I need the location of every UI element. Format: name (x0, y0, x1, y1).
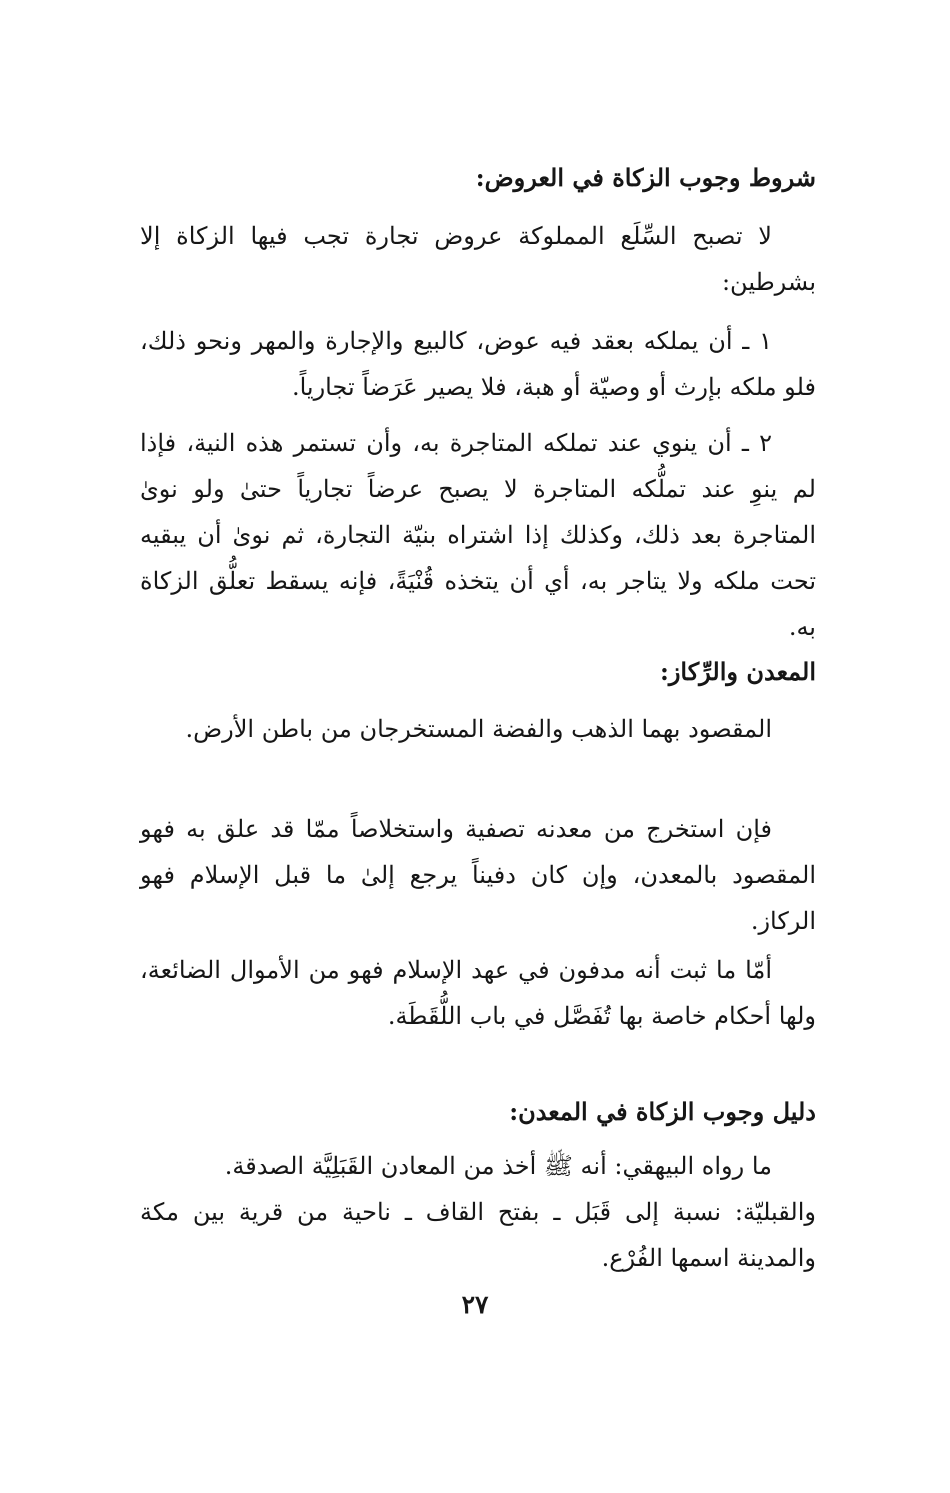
paragraph-minerals-distinction: فإن استخرج من معدنه تصفية واستخلاصاً ممّا قد علق به فهو المقصود بالمعدن، وإن كان دفيناً يرجع إلىٰ ما قبل الإسلام فهو الركاز. (140, 815, 816, 935)
section-heading-minerals: المعدن والرِّكاز: (659, 657, 816, 686)
section-heading-trade-goods: شروط وجوب الزكاة في العروض: (475, 163, 816, 192)
paragraph-qabaliyya-note: والقبليّة: نسبة إلى قَبَل ـ بفتح القاف ـ ناحية من قرية بين مكة والمدينة اسمها الفُرْع. (140, 1198, 816, 1272)
paragraph-condition-1: ١ ـ أن يملكه بعقد فيه عوض، كالبيع والإجارة والمهر ونحو ذلك، فلو ملكه بإرث أو وصيّة أو هبة، فلا يصير عَرَضاً تجارياً. (140, 327, 816, 401)
paragraph-trade-intro: لا تصبح السِّلَع المملوكة عروض تجارة تجب فيها الزكاة إلا بشرطين: (140, 222, 816, 296)
page-number: ٢٧ (461, 1290, 489, 1319)
paragraph-minerals-definition: المقصود بهما الذهب والفضة المستخرجان من باطن الأرض. (185, 715, 772, 743)
paragraph-condition-2: ٢ ـ أن ينوي عند تملكه المتاجرة به، وأن تستمر هذه النية، فإذا لم ينوِ عند تملُّكه المتاجرة لا يصبح عرضاً تجارياً حتىٰ ولو نوىٰ المتاجرة بعد ذلك، وكذلك إذا اشتراه بنيّة التجارة، ثم نوىٰ أن يبقيه تحت ملكه ولا يتاجر به، أي أن يتخذه قُنْيَةً، فإنه يسقط تعلُّق الزكاة به. (140, 429, 817, 641)
section-heading-evidence: دليل وجوب الزكاة في المعدن: (509, 1097, 816, 1126)
paragraph-islamic-era-treasure: أمّا ما ثبت أنه مدفون في عهد الإسلام فهو من الأموال الضائعة، ولها أحكام خاصة بها تُفَصَّل في باب اللُّقَطَة. (140, 956, 816, 1030)
document-page (140, 0, 816, 1493)
paragraph-bayhaqi-narration: ما رواه البيهقي: أنه ﷺ أخذ من المعادن القَبَلِيَّة الصدقة. (224, 1152, 772, 1180)
